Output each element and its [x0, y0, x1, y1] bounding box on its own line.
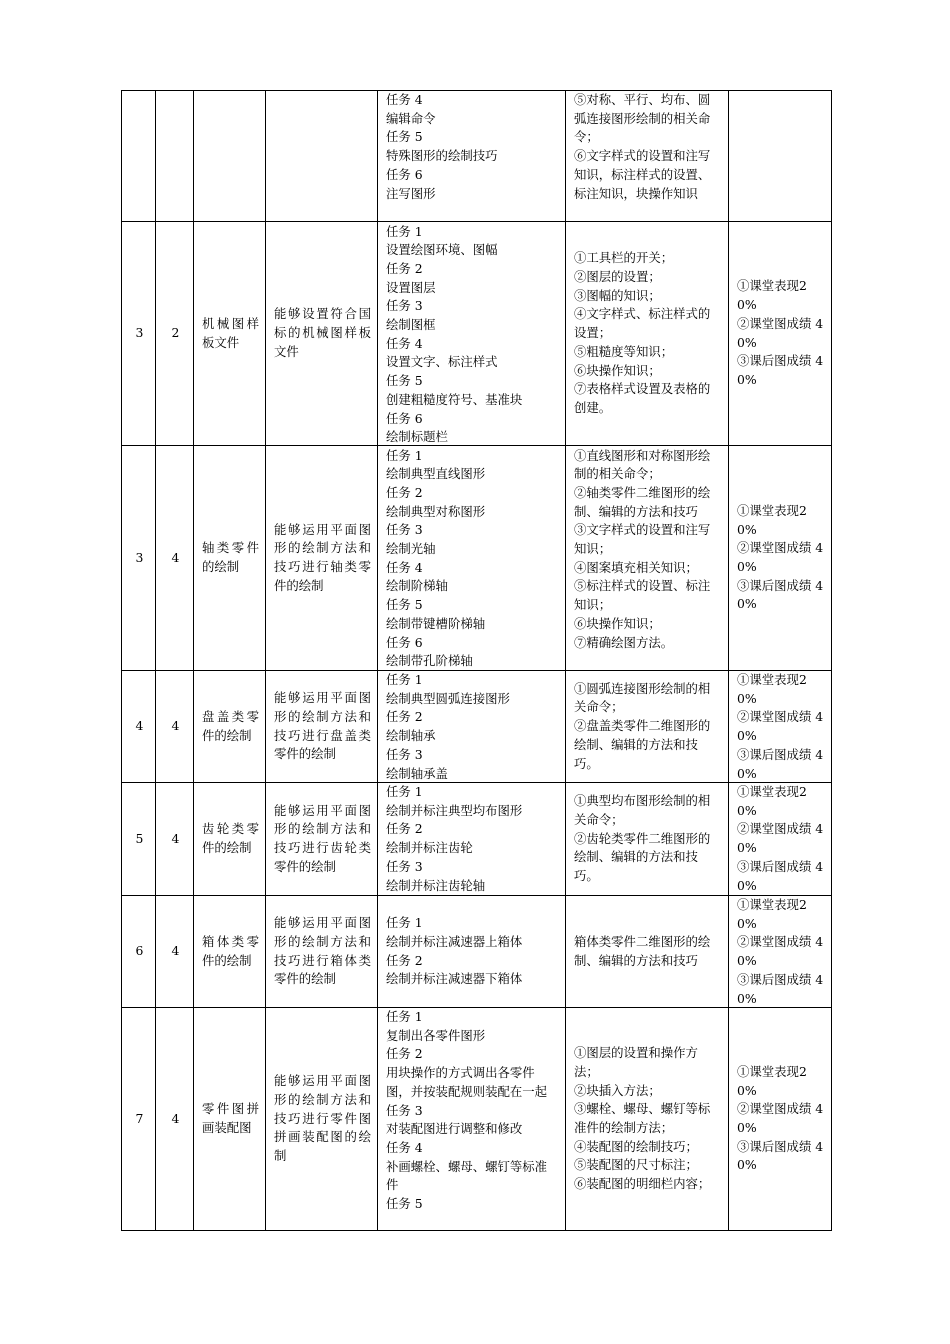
assessment-cell	[729, 1008, 832, 1231]
knowledge-cell	[566, 671, 729, 783]
module-cell	[194, 446, 266, 671]
knowledge-text: 箱体类零件二维图形的绘制、编辑的方法和技巧	[574, 933, 711, 968]
knowledge-text: ①典型均布图形绘制的相关命令； ②齿轮类零件二维图形的绘制、编辑的方法和技巧。	[574, 793, 711, 884]
knowledge-cell	[566, 91, 729, 222]
seq-cell: 3	[122, 222, 156, 446]
knowledge-text: ①工具栏的开关； ②图层的设置； ③图幅的知识； ④文字样式、标注样式的设置； ⑤粗糙度等知识； ⑥块操作知识； ⑦表格样式设置及表格的创建。	[574, 250, 711, 415]
knowledge-text: ①直线图形和对称图形绘制的相关命令； ②轴类零件二维图形的绘制、编辑的方法和技巧 ③文字样式的设置和注写知识； ④图案填充相关知识； ⑤标注样式的设置、标注知识； ⑥块操作知识； ⑦精确绘图方法。	[574, 447, 711, 650]
assessment-text: ①课堂表现20% ②课堂图成绩 40% ③课后图成绩 40%	[737, 897, 824, 1006]
assessment-cell	[729, 671, 832, 783]
knowledge-text: ①圆弧连接图形绘制的相关命令； ②盘盖类零件二维图形的绘制、编辑的方法和技巧。	[574, 680, 711, 771]
table-row	[122, 91, 832, 222]
hours-cell: 4	[156, 671, 194, 783]
assessment-cell	[729, 446, 832, 671]
hours-cell: 4	[156, 446, 194, 671]
tasks-text: 任务 1 绘制并标注典型均布图形 任务 2 绘制并标注齿轮 任务 3 绘制并标注齿轮轴	[386, 784, 523, 893]
tasks-text: 任务 1 绘制典型直线图形 任务 2 绘制典型对称图形 任务 3 绘制光轴 任务 4 绘制阶梯轴 任务 5 绘制带键槽阶梯轴 任务 6 绘制带孔阶梯轴	[386, 447, 486, 669]
module-cell	[194, 783, 266, 896]
knowledge-text: ⑤对称、平行、均布、圆弧连接图形绘制的相关命令； ⑥文字样式的设置和注写知识，标注样式的设置、标注知识，块操作知识	[574, 92, 711, 201]
seq-cell: 7	[122, 1008, 156, 1231]
module-cell	[194, 91, 266, 222]
hours-cell	[156, 91, 194, 222]
knowledge-cell	[566, 222, 729, 446]
tasks-text: 任务 1 绘制典型圆弧连接图形 任务 2 绘制轴承 任务 3 绘制轴承盖	[386, 672, 510, 781]
goal-text: 能够运用平面图形的绘制方法和技巧进行箱体类零件的绘制	[274, 915, 371, 987]
table-row	[122, 896, 832, 1008]
goal-text: 能够运用平面图形的绘制方法和技巧进行齿轮类零件的绘制	[274, 802, 371, 874]
module-cell	[194, 671, 266, 783]
tasks-text: 任务 1 复制出各零件图形 任务 2 用块操作的方式调出各零件图，并按装配规则装配在一起 任务 3 对装配图进行调整和修改 任务 4 补画螺栓、螺母、螺钉等标准件 任务 5	[386, 1009, 548, 1212]
table-row	[122, 1008, 832, 1231]
goal-cell	[266, 222, 378, 446]
module-text: 轴类零件的绘制	[202, 540, 259, 574]
tasks-cell	[378, 446, 566, 671]
seq-cell: 3	[122, 446, 156, 671]
module-text: 箱体类零件的绘制	[202, 933, 259, 968]
seq-cell: 6	[122, 896, 156, 1008]
knowledge-cell	[566, 1008, 729, 1231]
module-cell	[194, 896, 266, 1008]
seq-cell: 4	[122, 671, 156, 783]
goal-text: 能够运用平面图形的绘制方法和技巧进行轴类零件的绘制	[274, 521, 371, 593]
assessment-text: ①课堂表现20% ②课堂图成绩 40% ③课后图成绩 40%	[737, 672, 824, 781]
assessment-cell	[729, 222, 832, 446]
hours-cell: 4	[156, 896, 194, 1008]
goal-cell	[266, 671, 378, 783]
module-cell	[194, 222, 266, 446]
tasks-cell	[378, 1008, 566, 1231]
tasks-cell	[378, 671, 566, 783]
tasks-text: 任务 1 绘制并标注减速器上箱体 任务 2 绘制并标注减速器下箱体	[386, 915, 523, 987]
assessment-text: ①课堂表现20% ②课堂图成绩 40% ③课后图成绩 40%	[737, 502, 824, 612]
goal-text: 能够设置符合国标的机械图样板文件	[274, 306, 371, 359]
hours-cell: 2	[156, 222, 194, 446]
tasks-text: 任务 4 编辑命令 任务 5 特殊图形的绘制技巧 任务 6 注写图形	[386, 92, 498, 201]
table-row	[122, 783, 832, 896]
tasks-cell	[378, 783, 566, 896]
goal-cell	[266, 1008, 378, 1231]
table-row	[122, 671, 832, 783]
knowledge-text: ①图层的设置和操作方法； ②块插入方法； ③螺栓、螺母、螺钉等标准件的绘制方法； ④装配图的绘制技巧； ⑤装配图的尺寸标注； ⑥装配图的明细栏内容；	[574, 1045, 711, 1192]
table-row	[122, 222, 832, 446]
course-plan-table	[121, 90, 832, 1231]
goal-cell	[266, 783, 378, 896]
table-row	[122, 446, 832, 671]
module-cell	[194, 1008, 266, 1231]
assessment-text: ①课堂表现20% ②课堂图成绩 40% ③课后图成绩 40%	[737, 784, 824, 893]
assessment-cell	[729, 896, 832, 1008]
goal-cell	[266, 896, 378, 1008]
seq-cell	[122, 91, 156, 222]
assessment-cell	[729, 783, 832, 896]
tasks-cell	[378, 91, 566, 222]
goal-text: 能够运用平面图形的绘制方法和技巧进行盘盖类零件的绘制	[274, 690, 371, 762]
tasks-text: 任务 1 设置绘图环境、图幅 任务 2 设置图层 任务 3 绘制图框 任务 4 设置文字、标注样式 任务 5 创建粗糙度符号、基准块 任务 6 绘制标题栏	[386, 223, 523, 445]
tasks-cell	[378, 896, 566, 1008]
module-text: 齿轮类零件的绘制	[202, 821, 259, 855]
knowledge-cell	[566, 783, 729, 896]
assessment-text: ①课堂表现20% ②课堂图成绩 40% ③课后图成绩 40%	[737, 1063, 824, 1173]
assessment-cell	[729, 91, 832, 222]
goal-cell	[266, 446, 378, 671]
goal-cell	[266, 91, 378, 222]
module-text: 机械图样板文件	[202, 315, 259, 350]
tasks-cell	[378, 222, 566, 446]
seq-cell: 5	[122, 783, 156, 896]
module-text: 盘盖类零件的绘制	[202, 708, 259, 743]
module-text: 零件图拼画装配图	[202, 1101, 259, 1135]
goal-text: 能够运用平面图形的绘制方法和技巧进行零件图拼画装配图的绘制	[274, 1073, 371, 1164]
knowledge-cell	[566, 896, 729, 1008]
knowledge-cell	[566, 446, 729, 671]
hours-cell: 4	[156, 1008, 194, 1231]
assessment-text: ①课堂表现20% ②课堂图成绩 40% ③课后图成绩 40%	[737, 278, 824, 387]
hours-cell: 4	[156, 783, 194, 896]
